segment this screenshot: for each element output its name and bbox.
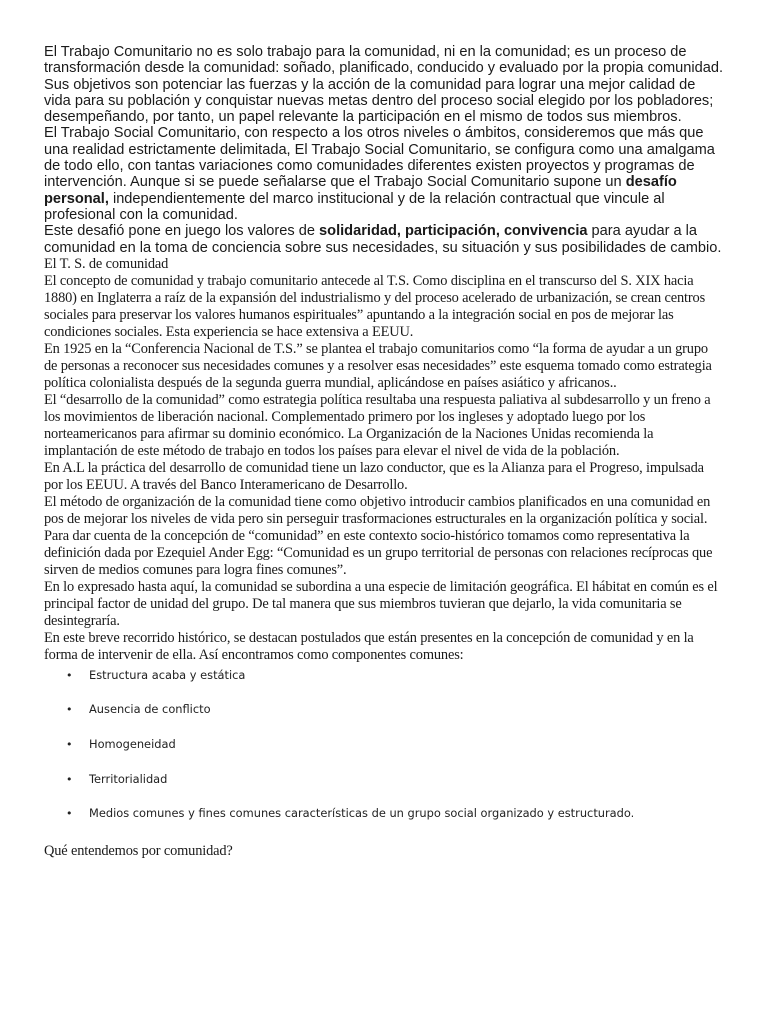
history-paragraph-4: En A.L la práctica del desarrollo de comunidad tiene un lazo conductor, que es la Alianza para el Progreso, impulsada por los EEUU. A través del Banco Interamericano de Desarrollo.	[44, 459, 704, 493]
intro-paragraph-3-text-start: Este desafió pone en juego los valores de	[44, 223, 320, 240]
list-item	[44, 737, 724, 772]
history-paragraph-7: En lo expresado hasta aquí, la comunidad se subordina a una especie de limitación geográfica. El hábitat en común es el principal factor de unidad del grupo. De tal manera que sus miembros tuvieran que dejarlo, la vida comunitaria se desintegraría.	[44, 578, 718, 629]
history-paragraph-6: Para dar cuenta de la concepción de “comunidad” en este contexto socio-histórico tomamos como representativa la definición dada por Ezequiel Ander Egg: “Comunidad es un grupo territorial de personas con relaciones recíprocas que sirven de medios comunes para logra fines comunes”.	[44, 527, 713, 578]
intro-paragraph-3-text-end: para ayudar a la comunidad en la toma de conciencia sobre sus necesidades, su situación y sus posibilidades de cambio.	[44, 223, 722, 256]
intro-paragraph-2	[44, 125, 724, 223]
intro-paragraph-3	[44, 223, 724, 256]
closing-question: Qué entendemos por comunidad?	[44, 842, 233, 859]
document-page	[44, 44, 724, 860]
intro-section	[44, 44, 724, 256]
intro-paragraph-2-bold: desafío personal,	[44, 174, 677, 207]
intro-paragraph-2-text-start: El Trabajo Social Comunitario, con respecto a los otros niveles o ámbitos, consideremos que más que una realidad estrictamente delimitada, El Trabajo Social Comunitario, se configura como una amalgama de todo ello, con tantas variaciones como comunidades diferentes existen proyectos y programas de intervención. Aunque si se puede señalarse que el Trabajo Social Comunitario supone un	[44, 125, 715, 191]
bullet-icon: •	[66, 738, 73, 752]
history-paragraph-5: El método de organización de la comunidad tiene como objetivo introducir cambios planificados en una comunidad en pos de mejorar los niveles de vida pero sin perseguir trasformaciones estructurales en la organización política y social.	[44, 493, 711, 527]
section-heading: El T. S. de comunidad	[44, 255, 169, 272]
list-item-text: Homogeneidad	[89, 737, 176, 752]
list-item	[44, 772, 724, 807]
intro-paragraph-1: El Trabajo Comunitario no es solo trabajo para la comunidad, ni en la comunidad; es un proceso de transformación desde la comunidad: soñado, planificado, conducido y evaluado por la propia comunidad. Sus objetivos son potenciar las fuerzas y la acción de la comunidad para lograr una mejor calidad de vida para su población y conquistar nuevas metas dentro del proceso social elegido por los pobladores; desempeñando, por tanto, un papel relevante la participación en el mismo de todos sus miembros.	[44, 44, 724, 126]
list-item	[44, 702, 724, 737]
list-item	[44, 668, 724, 703]
history-paragraph-8: En este breve recorrido histórico, se destacan postulados que están presentes en la concepción de comunidad y en la forma de intervenir de ella. Así encontramos como componentes comunes:	[44, 629, 694, 663]
history-paragraph-2: En 1925 en la “Conferencia Nacional de T.S.” se plantea el trabajo comunitarios como “la forma de ayudar a un grupo de personas a reconocer sus necesidades comunes y a resolver esas necesidades” este esquema tomado como estrategia política colonialista después de la segunda guerra mundial, aplicándose en países asiático y africanos..	[44, 340, 712, 391]
list-item-text: Territorialidad	[89, 771, 168, 786]
history-paragraph-3: El “desarrollo de la comunidad” como estrategia política resultaba una respuesta paliativa al subdesarrollo y un freno a los movimientos de liberación nacional. Complementado primero por los ingleses y adoptado luego por los norteamericanos para afirmar su dominio económico. La Organización de la Naciones Unidas recomienda la implantación de este método de trabajo en todos los países para elevar el nivel de vida de la población.	[44, 391, 711, 459]
intro-paragraph-3-bold: solidaridad, participación, convivencia	[319, 223, 588, 240]
bullet-icon: •	[66, 772, 73, 786]
components-list	[44, 668, 724, 841]
bullet-icon: •	[66, 668, 73, 682]
history-section	[44, 256, 724, 664]
bullet-icon: •	[66, 807, 73, 821]
history-paragraph-1: El concepto de comunidad y trabajo comunitario antecede al T.S. Como disciplina en el transcurso del S. XIX hacia 1880) en Inglaterra a raíz de la expansión del industrialismo y del proceso acelerado de urbanización, se crean centros sociales para preservar los valores humanos espirituales” apuntando a la integración social en pos de mejorar las condiciones sociales. Esta experiencia se hace extensiva a EEUU.	[44, 272, 706, 340]
intro-paragraph-2-text-end: independientemente del marco institucional y de la relación contractual que vincule al profesional con la comunidad.	[44, 190, 665, 223]
list-item-text: Ausencia de conflicto	[89, 702, 211, 717]
list-item	[44, 806, 724, 841]
list-item-text: Estructura acaba y estática	[89, 667, 246, 682]
list-item-text: Medios comunes y fines comunes características de un grupo social organizado y estructurado.	[89, 806, 635, 821]
bullet-icon: •	[66, 703, 73, 717]
